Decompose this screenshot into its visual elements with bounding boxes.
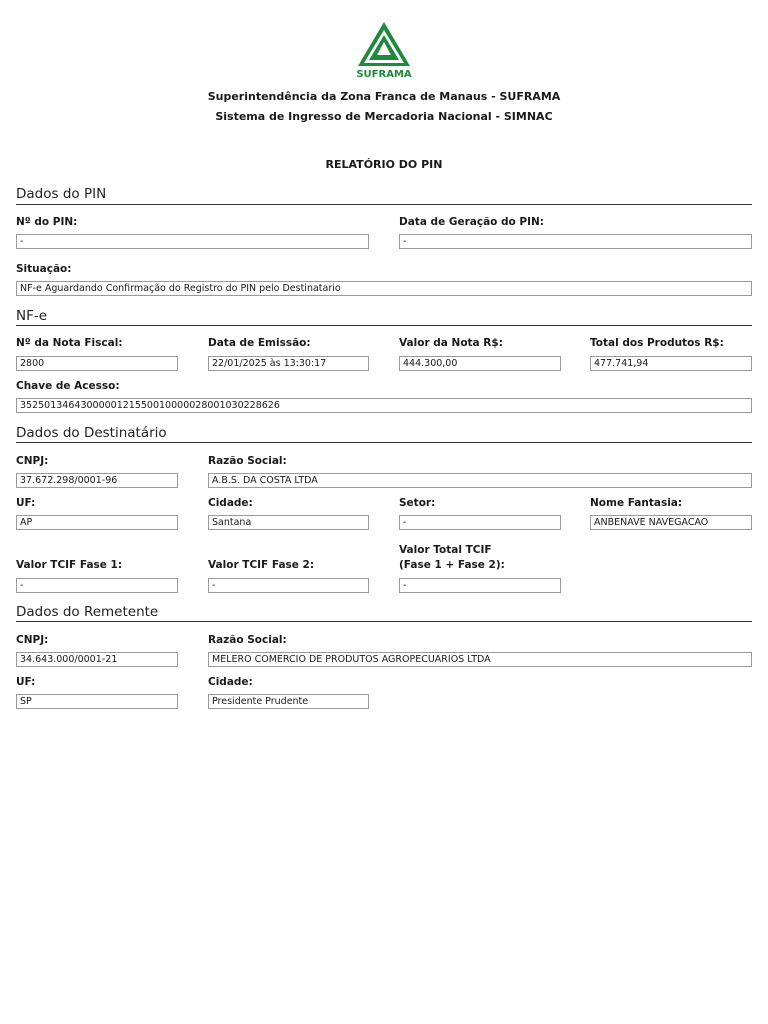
section-divider: [16, 621, 752, 622]
suframa-logo: [355, 20, 413, 80]
dest-uf-field: AP: [16, 515, 178, 530]
dest-razao-label: Razão Social:: [208, 455, 287, 467]
tcif2-label: Valor TCIF Fase 2:: [208, 559, 315, 571]
dest-cnpj-field: 37.672.298/0001-96: [16, 473, 178, 488]
rem-cidade-label: Cidade:: [208, 676, 253, 688]
dest-razao-field: A.B.S. DA COSTA LTDA: [208, 473, 752, 488]
situacao-field: NF-e Aguardando Confirmação do Registro do PIN pelo Destinatario: [16, 281, 752, 296]
data-emissao-field: 22/01/2025 às 13:30:17: [208, 356, 369, 371]
valor-nota-label: Valor da Nota R$:: [399, 337, 503, 349]
tcif-total-label-line1: Valor Total TCIF: [399, 544, 492, 556]
valor-nota-field: 444.300,00: [399, 356, 561, 371]
dest-setor-field: -: [399, 515, 561, 530]
total-produtos-label: Total dos Produtos R$:: [590, 337, 724, 349]
org-name: Superintendência da Zona Franca de Manaus - SUFRAMA: [207, 90, 561, 103]
rem-uf-field: SP: [16, 694, 178, 709]
system-name: Sistema de Ingresso de Mercadoria Nacional - SIMNAC: [215, 110, 553, 123]
pin-date-field: -: [399, 234, 752, 249]
section-title-nfe: NF-e: [16, 308, 48, 324]
dest-setor-label: Setor:: [399, 497, 436, 509]
tcif-total-field: -: [399, 578, 561, 593]
tcif2-field: -: [208, 578, 369, 593]
situacao-label: Situação:: [16, 263, 72, 275]
dest-cnpj-label: CNPJ:: [16, 455, 49, 467]
tcif-total-label-line2: (Fase 1 + Fase 2):: [399, 559, 505, 571]
nota-fiscal-field: 2800: [16, 356, 178, 371]
dest-cidade-field: Santana: [208, 515, 369, 530]
tcif1-label: Valor TCIF Fase 1:: [16, 559, 123, 571]
pin-date-label: Data de Geração do PIN:: [399, 216, 545, 228]
rem-uf-label: UF:: [16, 676, 36, 688]
rem-cnpj-field: 34.643.000/0001-21: [16, 652, 178, 667]
dest-uf-label: UF:: [16, 497, 36, 509]
section-divider: [16, 442, 752, 443]
dest-fantasia-label: Nome Fantasia:: [590, 497, 683, 509]
section-title-destinatario: Dados do Destinatário: [16, 425, 167, 441]
section-divider: [16, 325, 752, 326]
dest-cidade-label: Cidade:: [208, 497, 253, 509]
chave-acesso-field: 3525013464300000121550010000028001030228626: [16, 398, 752, 413]
section-divider: [16, 204, 752, 205]
rem-razao-field: MELERO COMERCIO DE PRODUTOS AGROPECUARIOS LTDA: [208, 652, 752, 667]
chave-acesso-label: Chave de Acesso:: [16, 380, 120, 392]
dest-fantasia-field: ANBENAVE NAVEGACAO: [590, 515, 752, 530]
rem-cnpj-label: CNPJ:: [16, 634, 49, 646]
section-title-remetente: Dados do Remetente: [16, 604, 159, 620]
section-title-pin: Dados do PIN: [16, 186, 107, 202]
rem-razao-label: Razão Social:: [208, 634, 287, 646]
data-emissao-label: Data de Emissão:: [208, 337, 311, 349]
total-produtos-field: 477.741,94: [590, 356, 752, 371]
nota-fiscal-label: Nº da Nota Fiscal:: [16, 337, 123, 349]
pin-number-label: Nº do PIN:: [16, 216, 78, 228]
pin-number-field: -: [16, 234, 369, 249]
logo-text: SUFRAMA: [356, 69, 412, 80]
report-title: RELATÓRIO DO PIN: [325, 158, 443, 171]
tcif1-field: -: [16, 578, 178, 593]
rem-cidade-field: Presidente Prudente: [208, 694, 369, 709]
